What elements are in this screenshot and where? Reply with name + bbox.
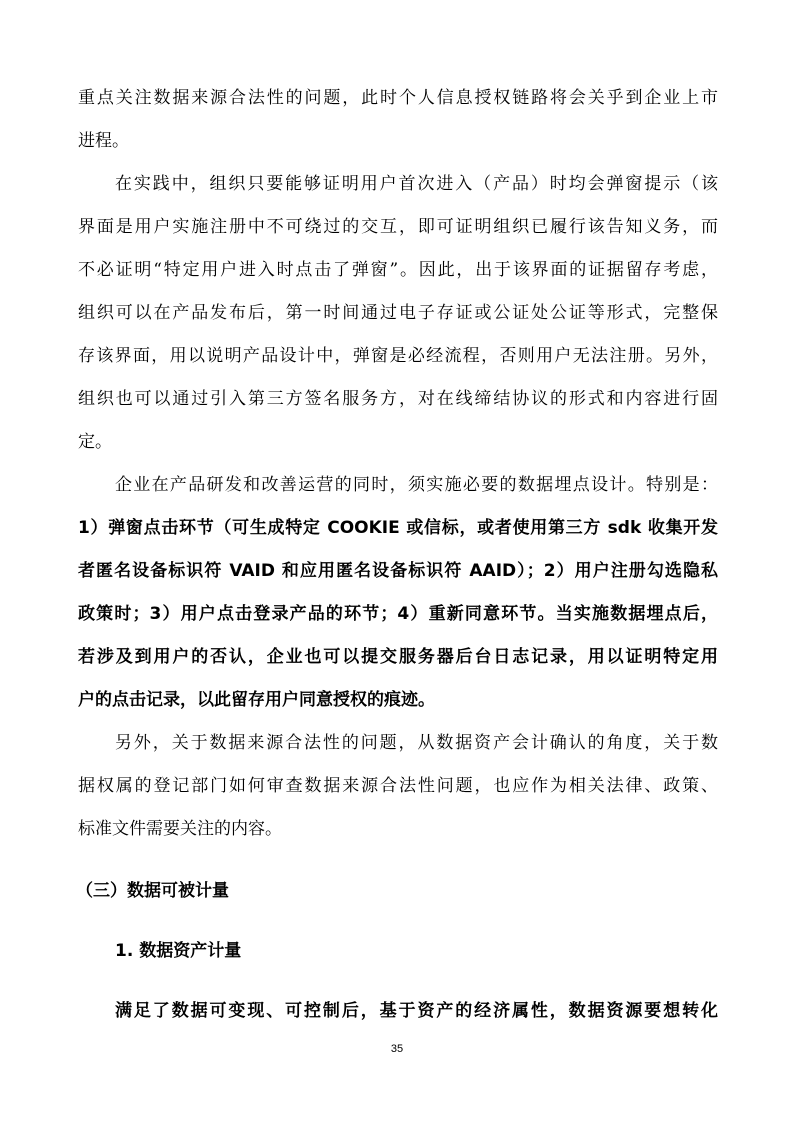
- paragraph-3-bold-line-2: 者匿名设备标识符 VAID 和应用匿名设备标识符 AAID）；2）用户注册勾选隐私: [78, 561, 718, 581]
- paragraph-2-line-2: 界面是用户实施注册中不可绕过的交互，即可证明组织已履行该告知义务，而: [78, 217, 718, 237]
- paragraph-4-line-3: 标准文件需要关注的内容。: [78, 819, 282, 839]
- paragraph-2-line-6: 组织也可以通过引入第三方签名服务方，对在线缔结协议的形式和内容进行固: [78, 389, 718, 409]
- page-number: 35: [390, 1043, 404, 1055]
- paragraph-2-line-5: 存该界面，用以说明产品设计中，弹窗是必经流程，否则用户无法注册。另外，: [78, 346, 718, 366]
- paragraph-2-line-4: 组织可以在产品发布后，第一时间通过电子存证或公证处公证等形式，完整保: [78, 303, 718, 323]
- paragraph-2-line-1: 在实践中，组织只要能够证明用户首次进入（产品）时均会弹窗提示（该: [115, 174, 718, 194]
- subsection-heading: 1. 数据资产计量: [115, 941, 242, 961]
- paragraph-3-bold-line-1: 1）弹窗点击环节（可生成特定 COOKIE 或信标，或者使用第三方 sdk 收集开发: [78, 518, 718, 538]
- paragraph-4-line-1: 另外，关于数据来源合法性的问题，从数据资产会计确认的角度，关于数: [115, 733, 718, 753]
- section-heading: （三）数据可被计量: [76, 881, 229, 901]
- paragraph-5-line-1: 满足了数据可变现、可控制后，基于资产的经济属性，数据资源要想转化: [115, 1001, 718, 1021]
- paragraph-3-bold-line-4: 若涉及到用户的否认，企业也可以提交服务器后台日志记录，用以证明特定用: [78, 647, 718, 667]
- paragraph-4-line-2: 据权属的登记部门如何审查数据来源合法性问题，也应作为相关法律、政策、: [78, 776, 718, 796]
- paragraph-2-line-3: 不必证明“特定用户进入时点击了弹窗”。因此，出于该界面的证据留存考虑，: [78, 260, 718, 280]
- paragraph-1-line-1: 重点关注数据来源合法性的问题，此时个人信息授权链路将会关乎到企业上市: [78, 88, 718, 108]
- paragraph-2-line-7: 定。: [78, 432, 112, 452]
- paragraph-1-line-2: 进程。: [78, 131, 129, 151]
- paragraph-3-bold-line-3: 政策时；3）用户点击登录产品的环节；4）重新同意环节。当实施数据埋点后，: [78, 604, 718, 624]
- paragraph-3-bold-line-5: 户的点击记录，以此留存用户同意授权的痕迹。: [78, 690, 435, 710]
- paragraph-3-line-1: 企业在产品研发和改善运营的同时，须实施必要的数据埋点设计。特别是：: [115, 475, 718, 495]
